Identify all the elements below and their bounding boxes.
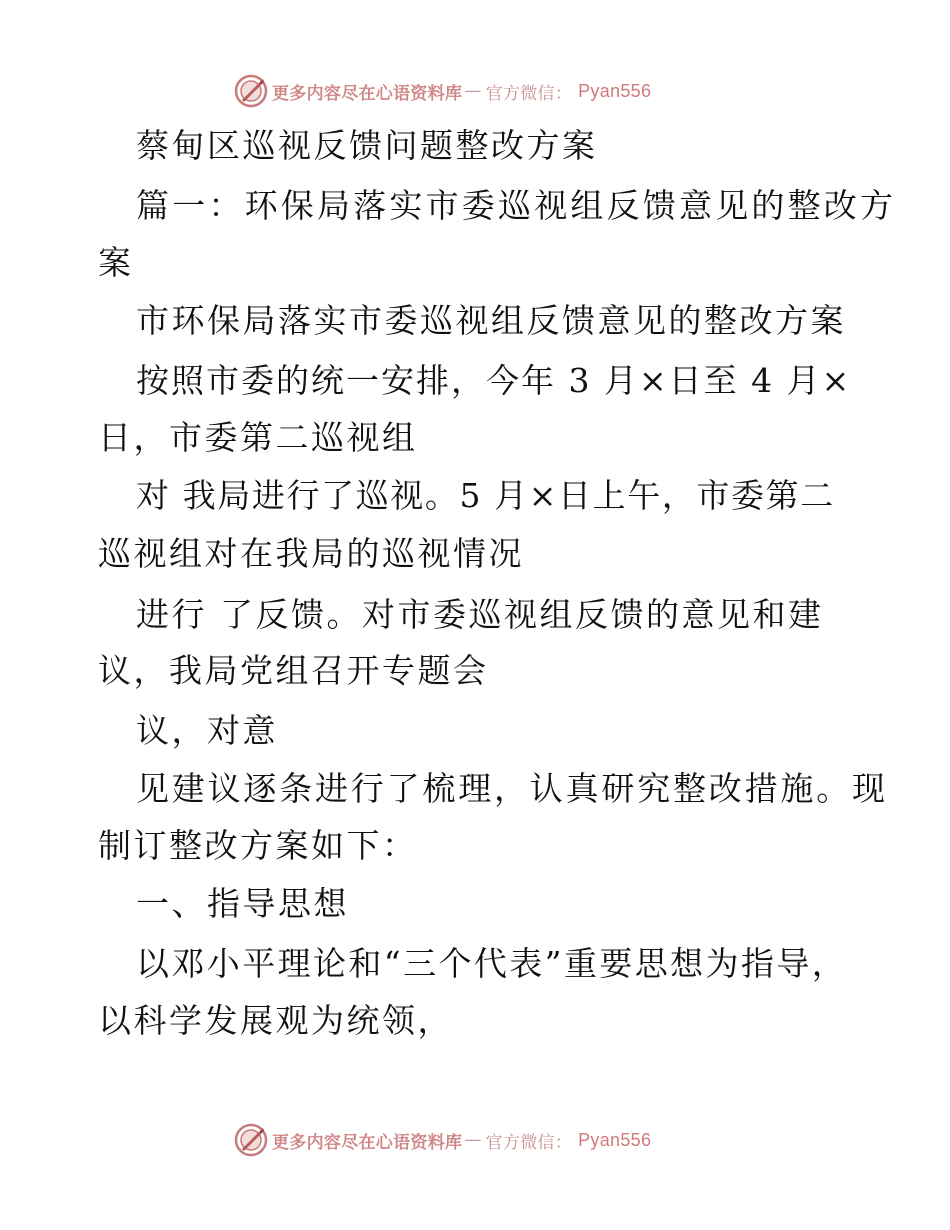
paragraph-line: 议，对意 [136,711,278,750]
watermark-wechat-id: Pyan556 [578,1129,652,1150]
watermark-wechat-id: Pyan556 [578,80,652,101]
section-heading: 篇一：环保局落实市委巡视组反馈意见的整改方 [136,186,897,225]
quill-logo-icon [234,74,268,108]
watermark-wechat-label: 官方微信： [485,1132,573,1153]
watermark-separator: — [464,81,482,101]
section-heading-continued: 案 [98,243,134,282]
paragraph-line: 按照市委的统一安排，今年 3 月×日至 4 月× [136,361,852,400]
quill-logo-icon [234,1123,268,1157]
watermark-separator: — [464,1130,482,1150]
document-title: 蔡甸区巡视反馈问题整改方案 [136,126,598,165]
watermark-text: 更多内容尽在心语资料库 [272,1132,463,1153]
paragraph-line: 巡视组对在我局的巡视情况 [98,534,524,573]
header-watermark [234,71,651,111]
paragraph-line: 进行 了反馈。对市委巡视组反馈的意见和建 [136,595,824,634]
footer-watermark [234,1120,651,1160]
watermark-wechat-label: 官方微信： [485,83,573,104]
paragraph-line: 见建议逐条进行了梳理，认真研究整改措施。现 [136,769,888,808]
subtitle: 市环保局落实市委巡视组反馈意见的整改方案 [136,301,846,340]
section-subheading: 一、指导思想 [136,884,349,923]
paragraph-line: 对 我局进行了巡视。5 月×日上午，市委第二 [136,476,835,515]
watermark-text: 更多内容尽在心语资料库 [272,83,463,104]
paragraph-line: 以邓小平理论和“三个代表”重要思想为指导， [136,944,848,983]
paragraph-line: 以科学发展观为统领， [98,1001,453,1040]
paragraph-line: 议，我局党组召开专题会 [98,651,489,690]
paragraph-line: 制订整改方案如下： [98,826,418,865]
paragraph-line: 日，市委第二巡视组 [98,418,418,457]
